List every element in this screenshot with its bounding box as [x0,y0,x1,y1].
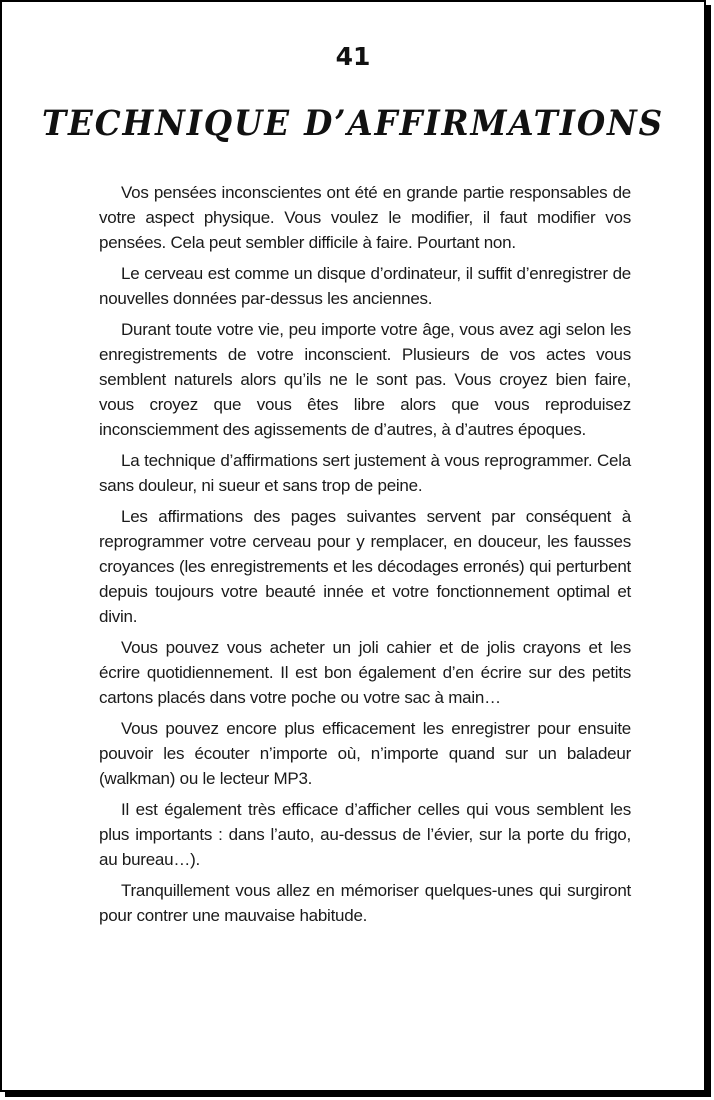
paragraph: Vous pouvez vous acheter un joli cahier et de jolis crayons et les écrire quotidiennement. Il est bon également d’en écrire sur des petits cartons placés dans votre poche ou votre sac à main… [99,638,631,707]
paragraph: Tranquillement vous allez en mémoriser quelques-unes qui surgiront pour contrer une mauvaise habitude. [99,881,631,925]
paragraph: Vos pensées inconscientes ont été en grande partie responsables de votre aspect physique. Vous voulez le modifier, il faut modifier vos pensées. Cela peut sembler difficile à faire. Pourtant non. [99,183,631,252]
paragraph: Il est également très efficace d’afficher celles qui vous semblent les plus importants : dans l’auto, au-dessus de l’évier, sur la porte du frigo, au bureau…). [99,800,631,869]
paragraph: Les affirmations des pages suivantes servent par conséquent à reprogrammer votre cerveau pour y remplacer, en douceur, les fausses croyances (les enregistrements et les décodages erronés) qui perturbent depuis toujours votre beauté innée et votre fonctionnement optimal et divin. [99,507,631,626]
paragraph: Durant toute votre vie, peu importe votre âge, vous avez agi selon les enregistrements de votre inconscient. Plusieurs de vos actes vous semblent naturels alors qu’ils ne le sont pas. Vous croyez bien faire, vous croyez que vous êtes libre alors que vous reproduisez inconsciemment des agissements de d’autres, à d’autres époques. [99,320,631,439]
chapter-title: TECHNIQUE D’AFFIRMATIONS [41,103,665,144]
paragraph: La technique d’affirmations sert justement à vous reprogrammer. Cela sans douleur, ni sueur et sans trop de peine. [99,451,631,495]
body-text [99,180,631,934]
paragraph: Vous pouvez encore plus efficacement les enregistrer pour ensuite pouvoir les écouter n’importe où, n’importe quand sur un baladeur (walkman) ou le lecteur MP3. [99,719,631,788]
page-number: 41 [335,42,371,71]
paragraph: Le cerveau est comme un disque d’ordinateur, il suffit d’enregistrer de nouvelles données par-dessus les anciennes. [99,264,631,308]
